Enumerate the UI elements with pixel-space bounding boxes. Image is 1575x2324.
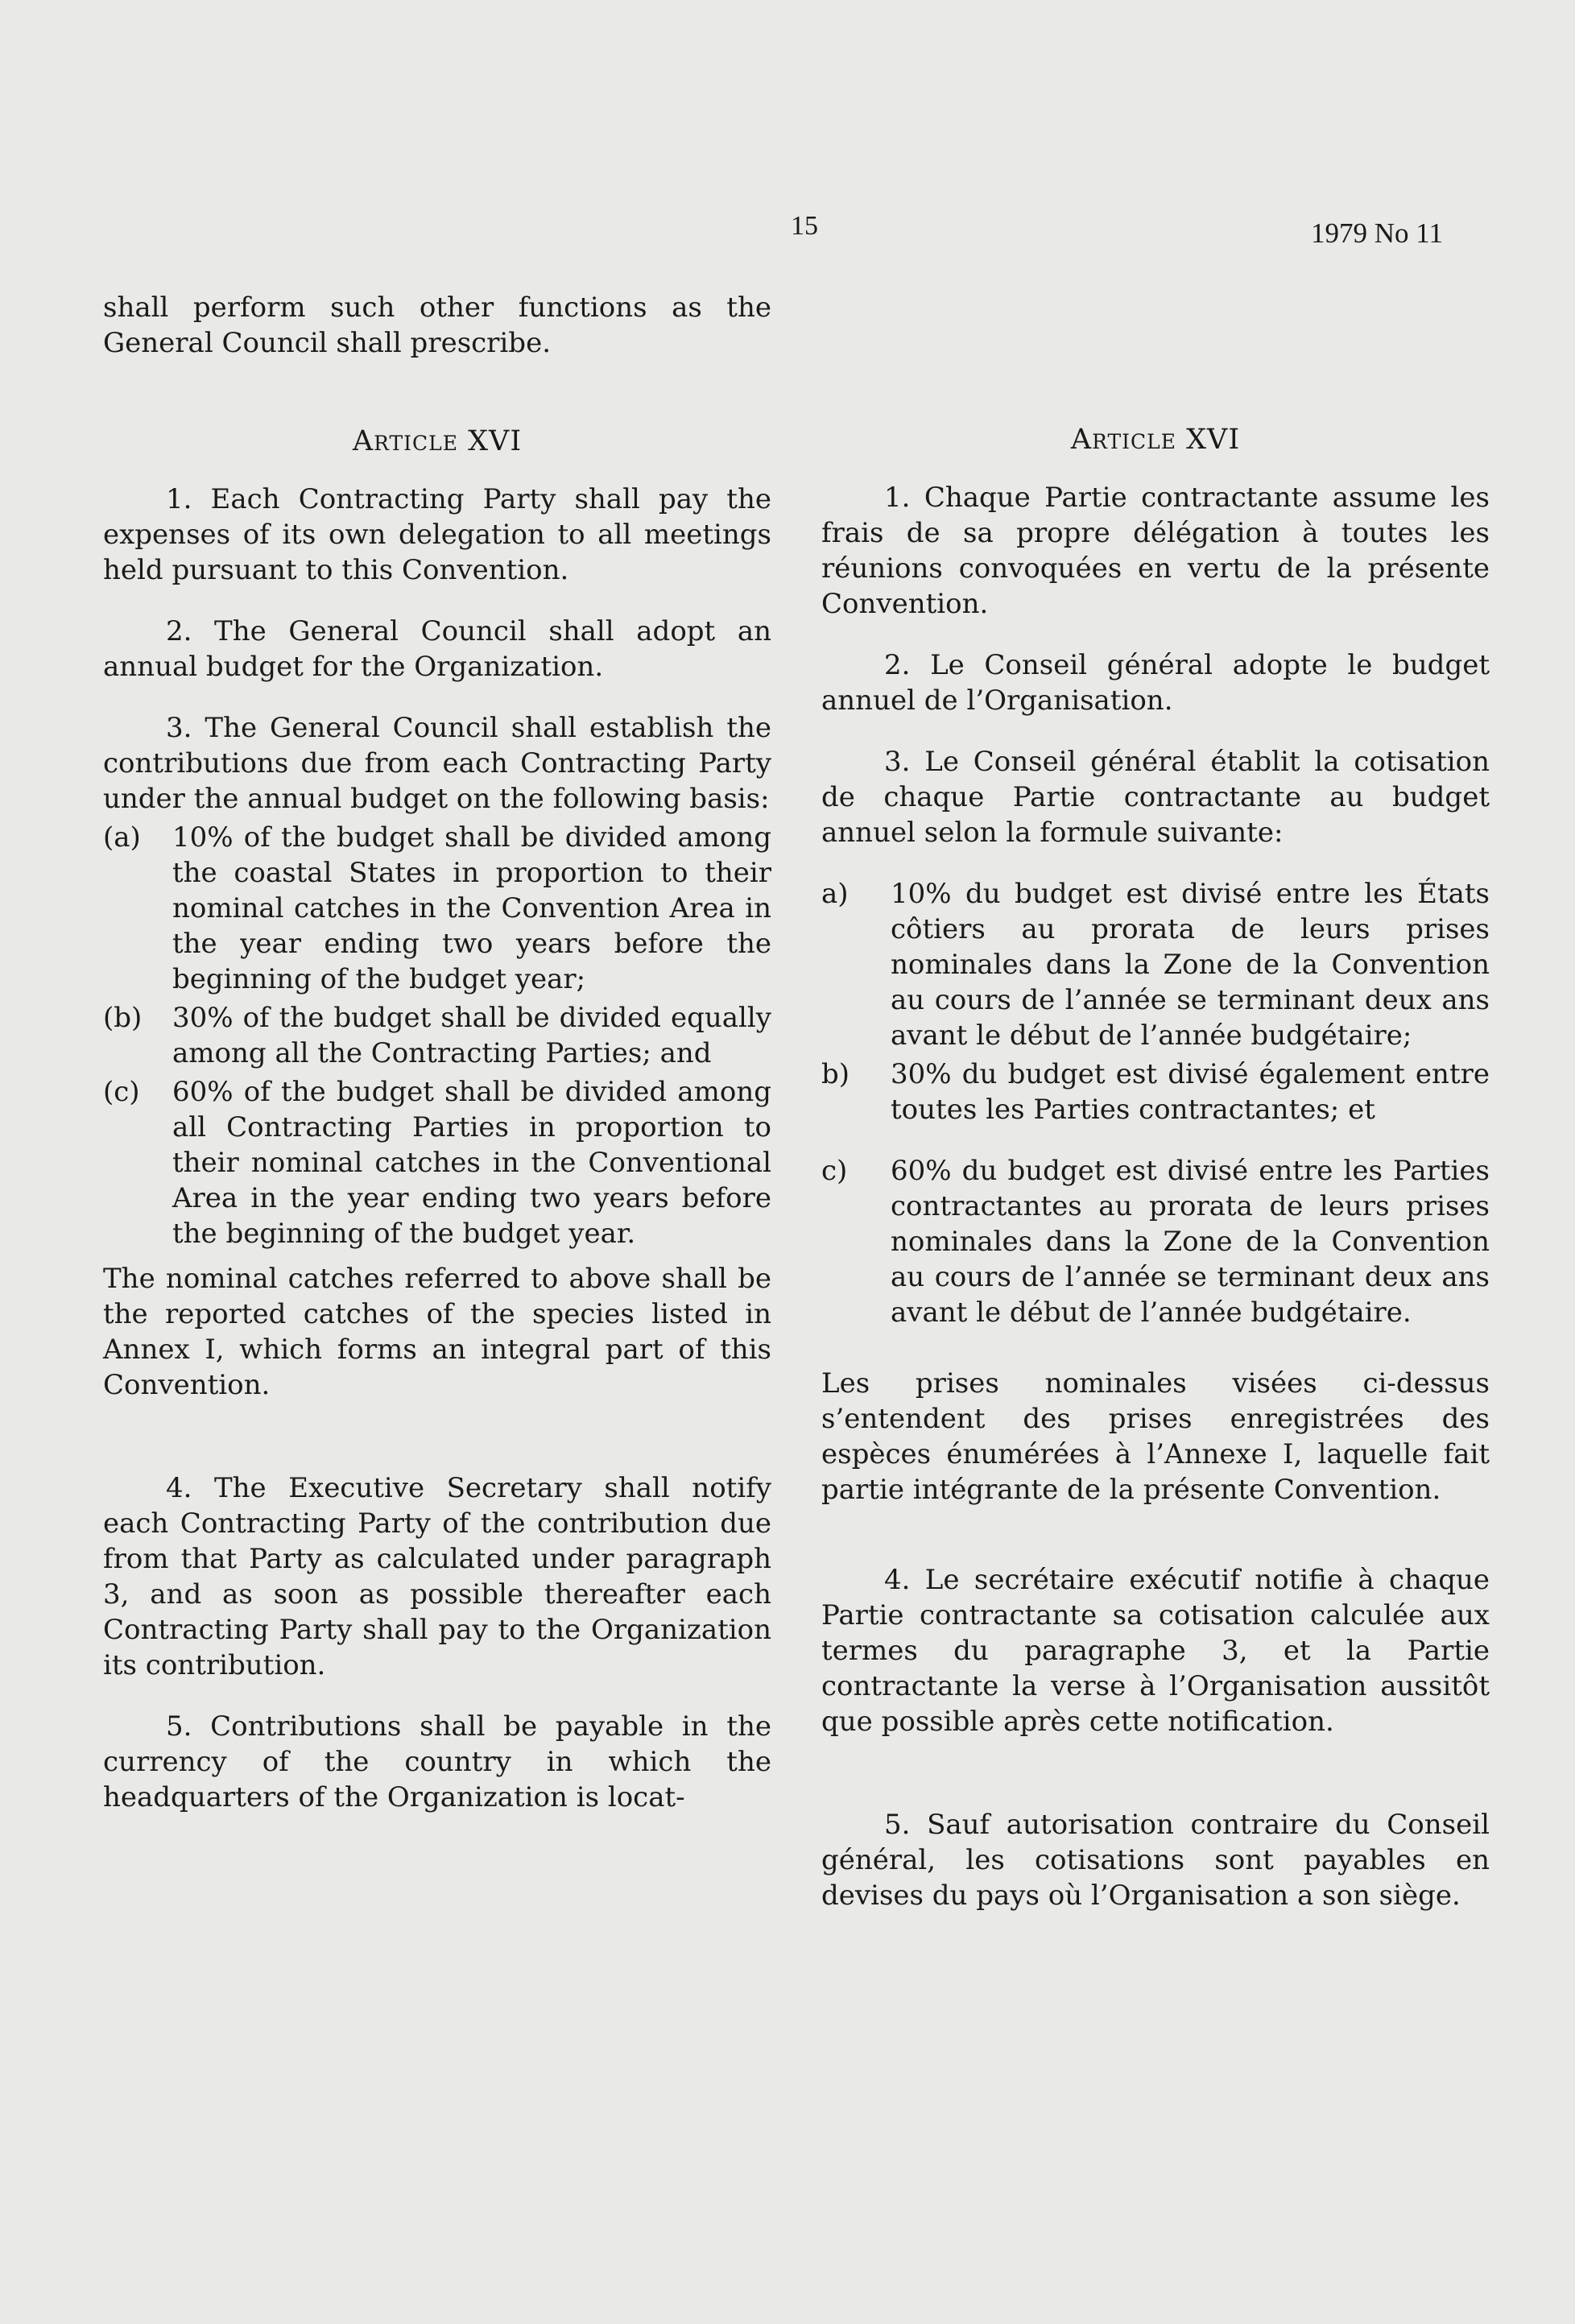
english-item-label: (c) — [103, 1076, 140, 1108]
french-item-text: 10% du budget est divisé entre les États côtiers au prorata de leurs prises nominales dans la Zone de la Convention au cours de l’année se terminant deux ans avant le début de l’année budgétaire; — [891, 878, 1490, 1052]
english-paragraph-1: 1. Each Contracting Party shall pay the expenses of its own delegation to all meetings held pursuant to this Convention. — [103, 483, 771, 586]
french-item-label: a) — [821, 878, 849, 910]
french-paragraph-3: 3. Le Conseil général établit la cotisation de chaque Partie contractante au budget annuel selon la formule suivante: — [821, 746, 1490, 849]
french-item-c — [821, 1153, 1490, 1330]
french-item-text: 60% du budget est divisé entre les Parties contractantes au prorata de leurs prises nominales dans la Zone de la Convention au cours de l’année se terminant deux ans avant le début de l’année budgétaire. — [891, 1155, 1490, 1329]
english-article-title: Article XVI — [352, 425, 523, 457]
english-item-text: 60% of the budget shall be divided among all Contracting Parties in proportion to their nominal catches in the Conventional Area in the year ending two years before the beginning of the budget year. — [172, 1076, 771, 1250]
document-reference: 1979 No 11 — [1311, 217, 1443, 249]
english-column — [103, 290, 771, 1815]
french-paragraph-1: 1. Chaque Partie contractante assume les frais de sa propre délégation à toutes les réunions convoquées en vertu de la présente Convention. — [821, 482, 1490, 620]
french-item-label: c) — [821, 1155, 848, 1187]
french-paragraph-2: 2. Le Conseil général adopte le budget annuel de l’Organisation. — [821, 649, 1490, 717]
english-item-b — [103, 1000, 771, 1071]
english-item-label: (a) — [103, 821, 141, 854]
english-paragraph-5: 5. Contributions shall be payable in the currency of the country in which the headquarters of the Organization is locat- — [103, 1710, 771, 1813]
english-item-text: 30% of the budget shall be divided equally among all the Contracting Parties; and — [172, 1002, 771, 1069]
french-paragraph-5: 5. Sauf autorisation contraire du Conseil général, les cotisations sont payables en devises du pays où l’Organisation a son siège. — [821, 1809, 1490, 1912]
english-item-label: (b) — [103, 1002, 143, 1034]
french-nominal-catches-paragraph: Les prises nominales visées ci-dessus s’entendent des prises enregistrées des espèces énumérées à l’Annexe I, laquelle fait partie intégrante de la présente Convention. — [821, 1367, 1490, 1506]
french-item-a — [821, 876, 1490, 1053]
english-paragraph-4: 4. The Executive Secretary shall notify each Contracting Party of the contribution due from that Party as calculated under paragraph 3, and as soon as possible thereafter each Contracting Party shall pay to the Organization its contribution. — [103, 1472, 771, 1681]
english-item-text: 10% of the budget shall be divided among the coastal States in proportion to their nominal catches in the Convention Area in the year ending two years before the beginning of the budget year; — [172, 821, 771, 995]
french-paragraph-4: 4. Le secrétaire exécutif notifie à chaque Partie contractante sa cotisation calculée aux termes du paragraphe 3, et la Partie contractante la verse à l’Organisation aussitôt que possible après cette notification. — [821, 1564, 1490, 1738]
french-item-label: b) — [821, 1058, 850, 1090]
english-intro-paragraph: shall perform such other functions as the General Council shall prescribe. — [103, 292, 771, 359]
english-nominal-catches-paragraph: The nominal catches referred to above shall be the reported catches of the species listed in Annex I, which forms an integral part of this Convention. — [103, 1263, 771, 1401]
french-item-text: 30% du budget est divisé également entre toutes les Parties contractantes; et — [891, 1058, 1490, 1126]
french-item-b — [821, 1057, 1490, 1127]
english-item-a — [103, 820, 771, 997]
english-paragraph-3: 3. The General Council shall establish the contributions due from each Contracting Party under the annual budget on the following basis: — [103, 712, 771, 815]
french-article-title: Article XVI — [1070, 424, 1241, 456]
french-column — [821, 290, 1490, 1913]
english-item-c — [103, 1074, 771, 1251]
page-number: 15 — [791, 211, 818, 241]
english-paragraph-2: 2. The General Council shall adopt an annual budget for the Organization. — [103, 615, 771, 683]
